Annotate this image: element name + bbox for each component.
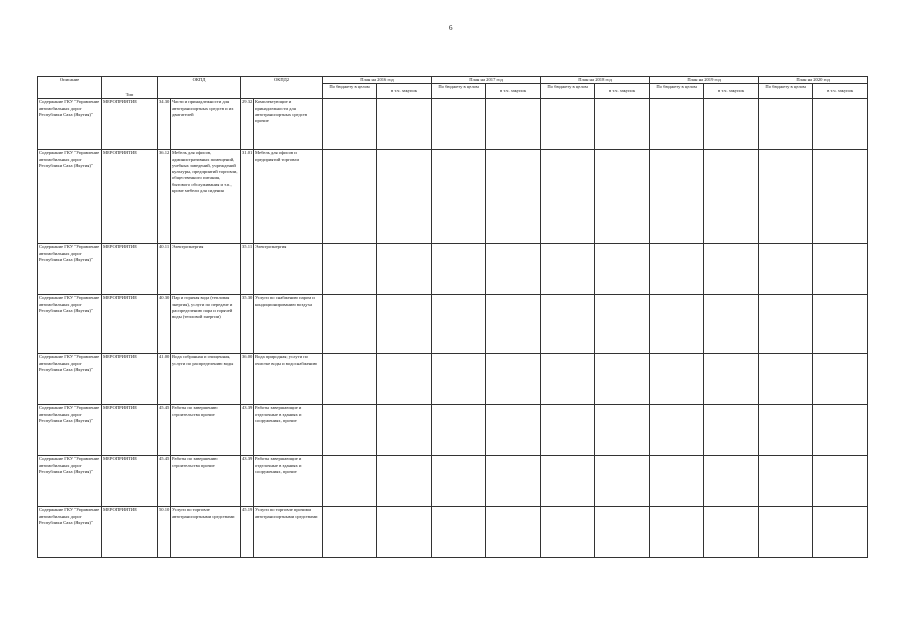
row-value-cell	[759, 507, 813, 558]
row-value-cell	[704, 456, 759, 507]
row-okpd-name: Пар и горячая вода (тепловая энергия), услуги по передаче и распределению пара и горячей воды (тепловой энергии)	[171, 295, 241, 354]
row-value-cell	[323, 354, 377, 405]
row-okpd-name: Мебель для офисов, административных помещений, учебных заведений, учреждений культуры, предприятий торговли, общественного питания, бытового обслуживания и т.п., кроме мебели для сидения	[171, 150, 241, 244]
row-value-cell	[650, 150, 704, 244]
row-okpd2-name: Услуги по торговле прочими автотранспортными средствами	[254, 507, 323, 558]
row-okpd-name: Работы по завершению строительства прочие	[171, 405, 241, 456]
row-okpd-code: 40.11	[158, 244, 171, 295]
row-okpd-code: 36.12	[158, 150, 171, 244]
row-okpd2-name: Мебель для офисов и предприятий торговли	[254, 150, 323, 244]
row-value-cell	[432, 405, 486, 456]
row-value-cell	[650, 507, 704, 558]
header-purchases-2016: в т.ч. закупок	[377, 84, 432, 99]
row-value-cell	[323, 507, 377, 558]
row-value-cell	[595, 354, 650, 405]
row-value-cell	[432, 150, 486, 244]
row-okpd2-code: 35.30	[241, 295, 254, 354]
header-year-2020: План на 2020 год	[759, 77, 868, 84]
header-budget-2020: По бюджету в целом	[759, 84, 813, 99]
header-okpd2: ОКПД2	[241, 77, 323, 99]
row-value-cell	[541, 150, 595, 244]
row-value-cell	[377, 507, 432, 558]
row-okpd-name: Вода собранная и очищенная, услуги по распределению воды	[171, 354, 241, 405]
row-okpd-code: 40.30	[158, 295, 171, 354]
row-type: МЕРОПРИЯТИЕ	[102, 354, 158, 405]
row-value-cell	[323, 99, 377, 150]
row-okpd2-name: Вода природная; услуги по очистке воды и водоснабжению	[254, 354, 323, 405]
header-year-2016: План на 2016 год	[323, 77, 432, 84]
row-value-cell	[377, 295, 432, 354]
table-row	[38, 244, 868, 295]
row-value-cell	[813, 405, 868, 456]
row-okpd2-code: 36.00	[241, 354, 254, 405]
row-description: Содержание ГКУ "Управление автомобильных дорог Республики Саха (Якутия)"	[38, 354, 102, 405]
table-row	[38, 150, 868, 244]
row-okpd2-code: 43.39	[241, 456, 254, 507]
row-value-cell	[323, 405, 377, 456]
row-value-cell	[650, 354, 704, 405]
row-value-cell	[541, 295, 595, 354]
row-okpd2-name: Комплектующие и принадлежности для автотранспортных средств прочие	[254, 99, 323, 150]
row-value-cell	[650, 405, 704, 456]
row-okpd2-code: 43.39	[241, 405, 254, 456]
row-value-cell	[486, 405, 541, 456]
table-row	[38, 507, 868, 558]
row-value-cell	[323, 150, 377, 244]
table-row	[38, 405, 868, 456]
header-year-2017: План на 2017 год	[432, 77, 541, 84]
header-budget-2016: По бюджету в целом	[323, 84, 377, 99]
row-type: МЕРОПРИЯТИЕ	[102, 150, 158, 244]
row-okpd2-code: 31.01	[241, 150, 254, 244]
row-value-cell	[704, 405, 759, 456]
table-row	[38, 354, 868, 405]
row-okpd2-name: Услуги по снабжению паром и кондиционированию воздуха	[254, 295, 323, 354]
header-purchases-2020: в т.ч. закупок	[813, 84, 868, 99]
row-okpd2-code: 35.11	[241, 244, 254, 295]
row-value-cell	[759, 456, 813, 507]
table-row	[38, 295, 868, 354]
row-description: Содержание ГКУ "Управление автомобильных дорог Республики Саха (Якутия)"	[38, 507, 102, 558]
row-value-cell	[813, 244, 868, 295]
row-value-cell	[650, 295, 704, 354]
row-value-cell	[377, 354, 432, 405]
row-value-cell	[377, 456, 432, 507]
row-type: МЕРОПРИЯТИЕ	[102, 295, 158, 354]
header-budget-2017: По бюджету в целом	[432, 84, 486, 99]
row-value-cell	[704, 354, 759, 405]
row-description: Содержание ГКУ "Управление автомобильных дорог Республики Саха (Якутия)"	[38, 150, 102, 244]
row-okpd2-code: 29.32	[241, 99, 254, 150]
row-value-cell	[813, 99, 868, 150]
row-value-cell	[486, 507, 541, 558]
row-type: МЕРОПРИЯТИЕ	[102, 405, 158, 456]
row-value-cell	[377, 150, 432, 244]
row-okpd2-name: Электроэнергия	[254, 244, 323, 295]
row-value-cell	[486, 150, 541, 244]
row-value-cell	[486, 244, 541, 295]
row-value-cell	[650, 99, 704, 150]
row-value-cell	[323, 456, 377, 507]
row-value-cell	[432, 507, 486, 558]
row-okpd2-code: 45.19	[241, 507, 254, 558]
row-value-cell	[432, 456, 486, 507]
row-value-cell	[650, 456, 704, 507]
header-purchases-2017: в т.ч. закупок	[486, 84, 541, 99]
row-type: МЕРОПРИЯТИЕ	[102, 244, 158, 295]
row-value-cell	[541, 244, 595, 295]
row-okpd-code: 50.10	[158, 507, 171, 558]
row-okpd-code: 41.00	[158, 354, 171, 405]
header-tip: Тип	[102, 77, 158, 99]
row-type: МЕРОПРИЯТИЕ	[102, 99, 158, 150]
row-value-cell	[704, 244, 759, 295]
row-value-cell	[595, 456, 650, 507]
row-value-cell	[323, 295, 377, 354]
row-value-cell	[595, 295, 650, 354]
row-value-cell	[759, 244, 813, 295]
row-value-cell	[541, 507, 595, 558]
row-value-cell	[377, 405, 432, 456]
row-value-cell	[759, 99, 813, 150]
row-value-cell	[541, 354, 595, 405]
row-okpd-code: 45.45	[158, 405, 171, 456]
table-row	[38, 99, 868, 150]
header-year-2019: План на 2019 год	[650, 77, 759, 84]
row-value-cell	[377, 244, 432, 295]
row-value-cell	[541, 456, 595, 507]
row-value-cell	[595, 99, 650, 150]
row-type: МЕРОПРИЯТИЕ	[102, 507, 158, 558]
header-budget-2019: По бюджету в целом	[650, 84, 704, 99]
row-value-cell	[486, 456, 541, 507]
row-okpd-name: Услуги по торговле автотранспортными средствами	[171, 507, 241, 558]
table-body	[38, 99, 868, 558]
row-description: Содержание ГКУ "Управление автомобильных дорог Республики Саха (Якутия)"	[38, 99, 102, 150]
row-value-cell	[432, 244, 486, 295]
page-number: 6	[449, 24, 453, 32]
row-okpd2-name: Работы завершающие и отделочные в зданиях и сооружениях, прочие	[254, 456, 323, 507]
row-okpd-code: 34.30	[158, 99, 171, 150]
row-okpd-name: Работы по завершению строительства прочие	[171, 456, 241, 507]
header-okpd: ОКПД	[158, 77, 241, 99]
row-value-cell	[486, 99, 541, 150]
table-row	[38, 456, 868, 507]
header-year-2018: План на 2018 год	[541, 77, 650, 84]
plan-table	[37, 76, 868, 558]
row-type: МЕРОПРИЯТИЕ	[102, 456, 158, 507]
row-value-cell	[541, 405, 595, 456]
row-description: Содержание ГКУ "Управление автомобильных дорог Республики Саха (Якутия)"	[38, 295, 102, 354]
header-purchases-2019: в т.ч. закупок	[704, 84, 759, 99]
row-value-cell	[323, 244, 377, 295]
row-value-cell	[813, 354, 868, 405]
row-value-cell	[704, 295, 759, 354]
row-value-cell	[813, 507, 868, 558]
row-value-cell	[650, 244, 704, 295]
row-value-cell	[377, 99, 432, 150]
row-value-cell	[486, 295, 541, 354]
row-okpd-code: 45.45	[158, 456, 171, 507]
row-value-cell	[595, 150, 650, 244]
row-description: Содержание ГКУ "Управление автомобильных дорог Республики Саха (Якутия)"	[38, 405, 102, 456]
row-value-cell	[759, 150, 813, 244]
header-opisanie: Описание	[38, 77, 102, 99]
header-budget-2018: По бюджету в целом	[541, 84, 595, 99]
row-value-cell	[813, 295, 868, 354]
row-okpd-name: Части и принадлежности для автотранспортных средств и их двигателей	[171, 99, 241, 150]
row-value-cell	[432, 354, 486, 405]
row-value-cell	[595, 405, 650, 456]
row-description: Содержание ГКУ "Управление автомобильных дорог Республики Саха (Якутия)"	[38, 244, 102, 295]
row-value-cell	[486, 354, 541, 405]
row-value-cell	[432, 295, 486, 354]
row-value-cell	[759, 354, 813, 405]
row-value-cell	[432, 99, 486, 150]
row-value-cell	[704, 150, 759, 244]
row-okpd-name: Электроэнергия	[171, 244, 241, 295]
row-value-cell	[759, 405, 813, 456]
row-value-cell	[704, 507, 759, 558]
row-value-cell	[813, 150, 868, 244]
row-value-cell	[595, 507, 650, 558]
row-description: Содержание ГКУ "Управление автомобильных дорог Республики Саха (Якутия)"	[38, 456, 102, 507]
row-value-cell	[595, 244, 650, 295]
row-okpd2-name: Работы завершающие и отделочные в зданиях и сооружениях, прочие	[254, 405, 323, 456]
row-value-cell	[759, 295, 813, 354]
row-value-cell	[813, 456, 868, 507]
row-value-cell	[704, 99, 759, 150]
header-purchases-2018: в т.ч. закупок	[595, 84, 650, 99]
row-value-cell	[541, 99, 595, 150]
